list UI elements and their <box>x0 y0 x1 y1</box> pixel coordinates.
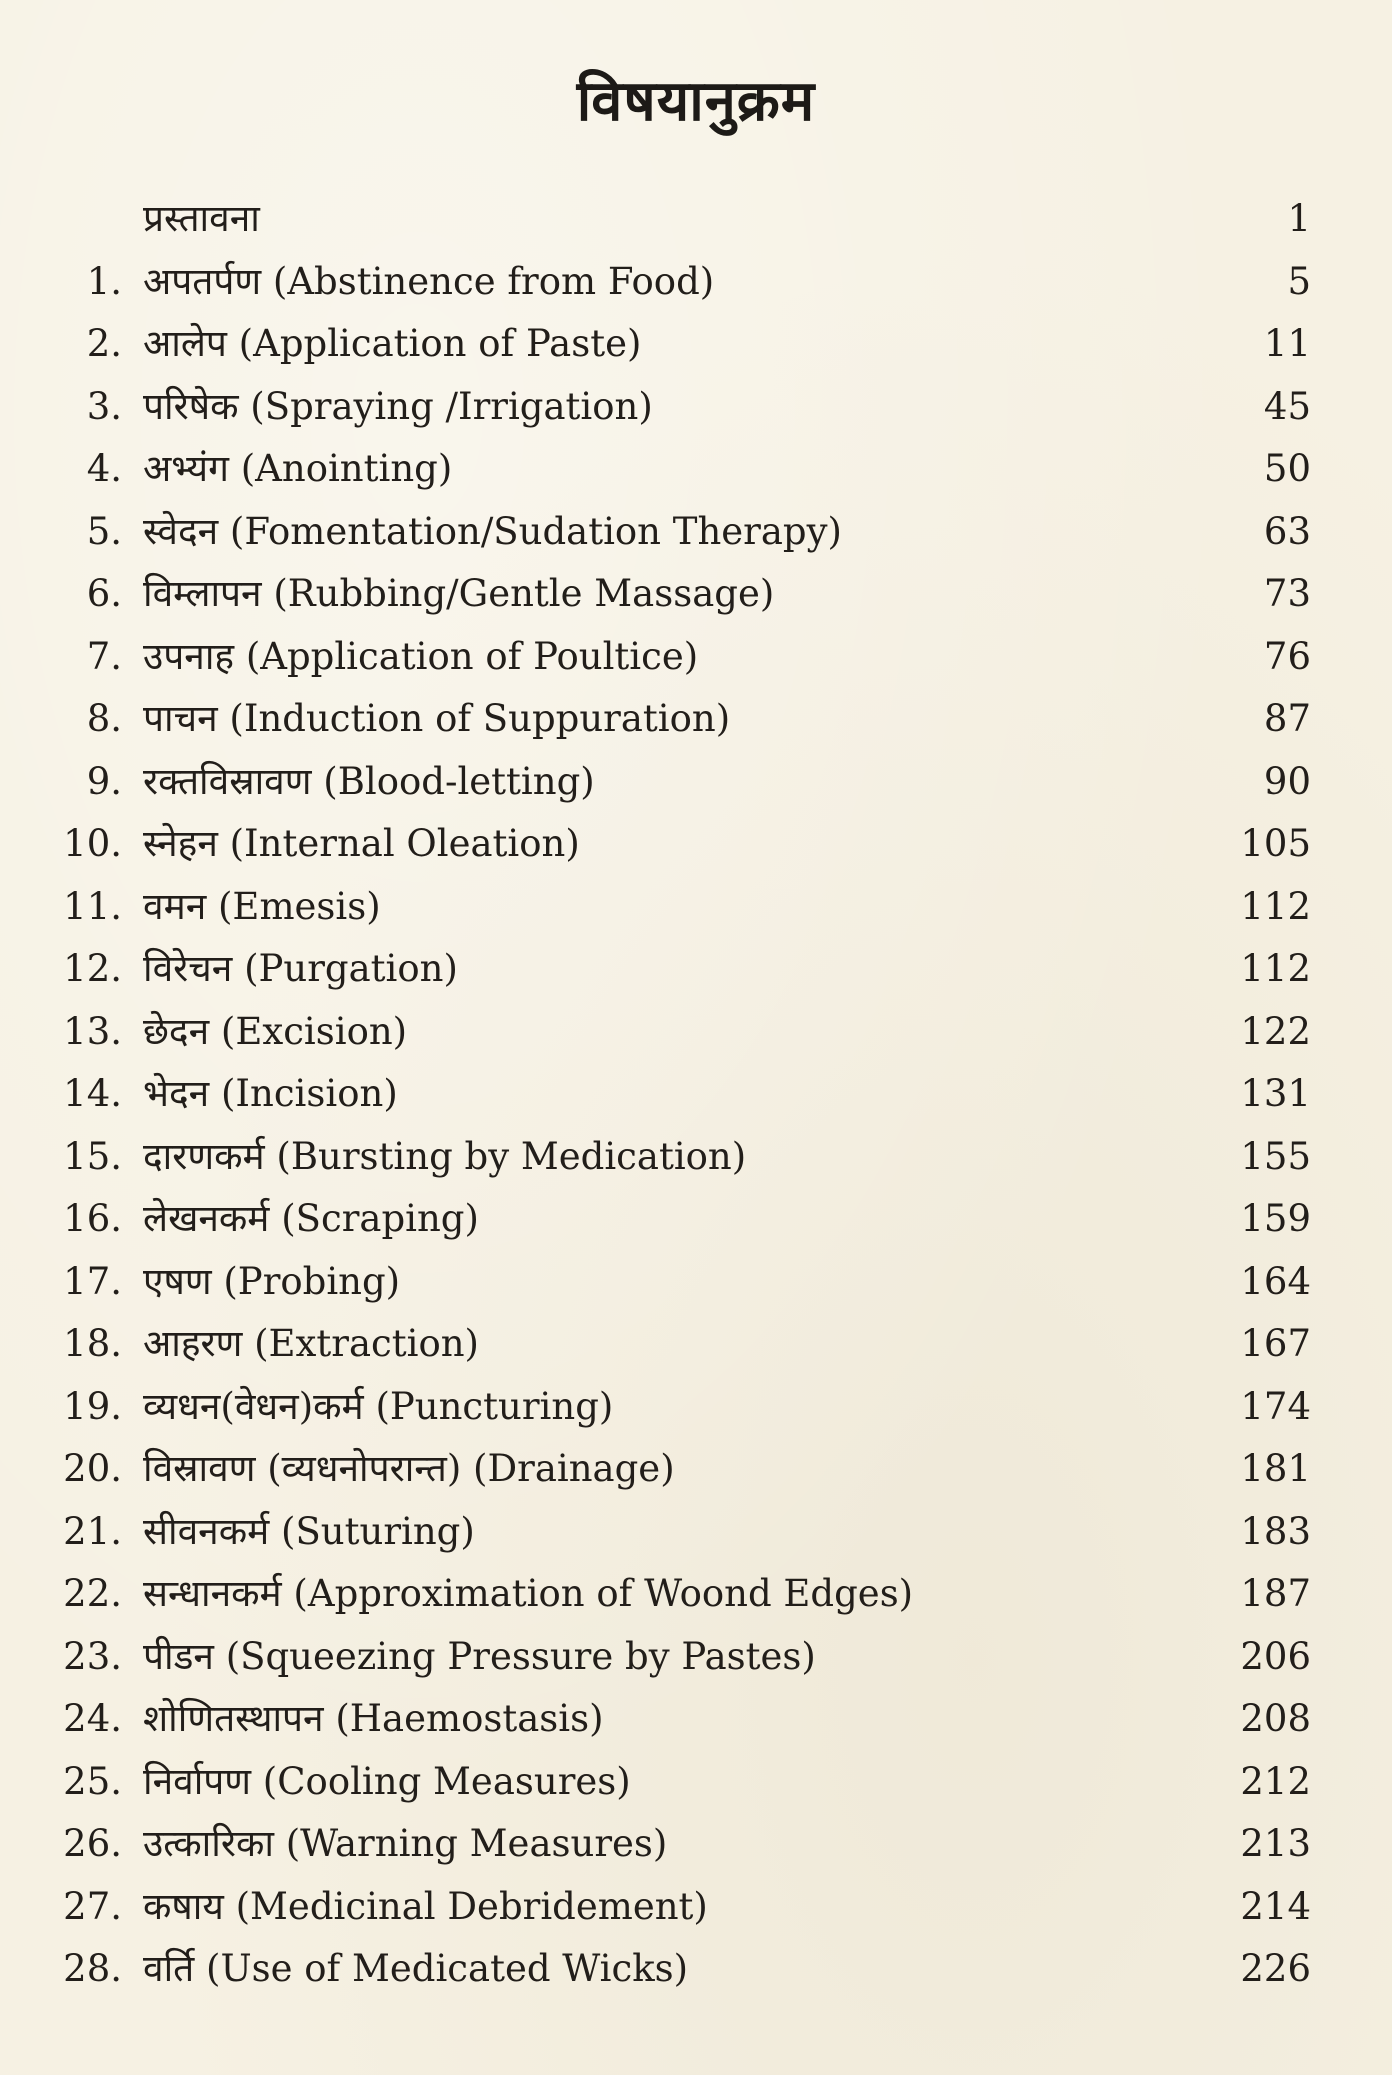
toc-entry-title: पाचन (Induction of Suppuration) <box>143 697 731 740</box>
toc-entry-page-number: 112 <box>1240 884 1311 928</box>
toc-entry-number: 20. <box>63 1447 122 1490</box>
toc-entry-title: परिषेक (Spraying /Irrigation) <box>143 384 653 428</box>
toc-entry-number: 17. <box>63 1259 122 1303</box>
toc-entry-title: विम्लापन (Rubbing/Gentle Massage) <box>143 572 775 615</box>
toc-entry <box>0 938 1392 1001</box>
toc-entry-number: 9. <box>86 759 122 803</box>
toc-entry-title: स्नेहन (Internal Oleation) <box>143 822 580 865</box>
toc-entry-number: 25. <box>63 1759 122 1803</box>
toc-entry-title: वर्ति (Use of Medicated Wicks) <box>143 1947 689 1990</box>
toc-entry-number: 6. <box>86 572 122 615</box>
toc-entry <box>0 188 1392 251</box>
toc-entry-number: 28. <box>63 1947 122 1990</box>
toc-entry-page-number: 1 <box>1287 197 1311 240</box>
toc-entry-page-number: 226 <box>1240 1947 1311 1990</box>
toc-entry-title: रक्तविस्रावण (Blood-letting) <box>143 759 595 803</box>
toc-entry <box>0 751 1392 814</box>
toc-entry-number: 7. <box>86 634 122 678</box>
toc-entry-page-number: 76 <box>1263 634 1311 678</box>
toc-entry-page-number: 122 <box>1240 1009 1311 1053</box>
toc-entry <box>0 1001 1392 1064</box>
toc-entry-number: 5. <box>86 509 122 553</box>
toc-entry-title: कषाय (Medicinal Debridement) <box>143 1884 708 1928</box>
toc-entry-number: 10. <box>63 822 122 865</box>
toc-entry <box>0 626 1392 689</box>
toc-entry-title: भेदन (Incision) <box>143 1072 398 1115</box>
toc-entry-title: वमन (Emesis) <box>143 884 381 928</box>
toc-entry-page-number: 167 <box>1240 1322 1311 1365</box>
toc-entry <box>0 1376 1392 1439</box>
toc-entry-number: 18. <box>63 1322 122 1365</box>
toc-entry-number: 3. <box>86 384 122 428</box>
toc-entry <box>0 1501 1392 1564</box>
toc-entry-title: छेदन (Excision) <box>143 1009 408 1053</box>
toc-entry-page-number: 174 <box>1240 1384 1311 1428</box>
toc-entry <box>0 1813 1392 1876</box>
toc-entry-title: आहरण (Extraction) <box>143 1322 479 1365</box>
toc-entry-title: विरेचन (Purgation) <box>143 947 458 990</box>
toc-entry-page-number: 5 <box>1287 259 1311 303</box>
toc-entry-page-number: 131 <box>1240 1072 1311 1115</box>
toc-entry-title: सीवनकर्म (Suturing) <box>143 1509 475 1553</box>
toc-entry <box>0 251 1392 314</box>
toc-entry-page-number: 112 <box>1240 947 1311 990</box>
toc-entry-title: अभ्यंग (Anointing) <box>143 447 453 490</box>
toc-entry-page-number: 181 <box>1240 1447 1311 1490</box>
toc-entry-number: 22. <box>63 1572 122 1615</box>
toc-entry-number: 26. <box>63 1822 122 1865</box>
toc-entry <box>0 563 1392 626</box>
toc-entry <box>0 1126 1392 1189</box>
toc-entry-page-number: 90 <box>1263 759 1311 803</box>
toc-entry-title: निर्वापण (Cooling Measures) <box>143 1759 631 1803</box>
toc-entry <box>0 1251 1392 1314</box>
toc-entry <box>0 1688 1392 1751</box>
toc-entry-title: उत्कारिका (Warning Measures) <box>143 1822 668 1865</box>
toc-entry-page-number: 159 <box>1240 1197 1311 1240</box>
toc-entry-page-number: 87 <box>1263 697 1311 740</box>
toc-entry-number: 1. <box>86 259 122 303</box>
toc-entry <box>0 1938 1392 2001</box>
toc-entry <box>0 876 1392 939</box>
toc-entry-page-number: 187 <box>1240 1572 1311 1615</box>
toc-entry-page-number: 183 <box>1240 1509 1311 1553</box>
toc-entry-page-number: 45 <box>1263 384 1311 428</box>
toc-entry-page-number: 105 <box>1240 822 1311 865</box>
toc-entry <box>0 313 1392 376</box>
toc-entry-title: स्वेदन (Fomentation/Sudation Therapy) <box>143 509 842 553</box>
toc-entry <box>0 1063 1392 1126</box>
toc-entry-title: उपनाह (Application of Poultice) <box>143 634 699 678</box>
toc-entry-title: प्रस्तावना <box>143 197 260 240</box>
toc-entry-page-number: 155 <box>1240 1134 1311 1178</box>
toc-entry-title: आलेप (Application of Paste) <box>143 322 642 365</box>
toc-entry-number: 19. <box>63 1384 122 1428</box>
toc-entry <box>0 1313 1392 1376</box>
toc-entry-title: अपतर्पण (Abstinence from Food) <box>143 259 715 303</box>
toc-entry <box>0 1188 1392 1251</box>
toc-entry-title: एषण (Probing) <box>143 1259 401 1303</box>
toc-entry-title: सन्धानकर्म (Approximation of Woond Edges) <box>143 1572 914 1615</box>
toc-entry-number: 8. <box>86 697 122 740</box>
toc-entry-number: 27. <box>63 1884 122 1928</box>
toc-entry-number: 12. <box>63 947 122 990</box>
toc-entry <box>0 1626 1392 1689</box>
toc-entry-number: 15. <box>63 1134 122 1178</box>
toc-entry-number: 2. <box>86 322 122 365</box>
toc-entry-number: 21. <box>63 1509 122 1553</box>
toc-entry-number: 13. <box>63 1009 122 1053</box>
toc-entry-page-number: 206 <box>1240 1634 1311 1678</box>
toc-entry-number: 14. <box>63 1072 122 1115</box>
toc-entry-page-number: 213 <box>1240 1822 1311 1865</box>
toc-entry-page-number: 73 <box>1263 572 1311 615</box>
toc-entry <box>0 1563 1392 1626</box>
toc-entry-title: विस्रावण (व्यधनोपरान्त) (Drainage) <box>143 1447 675 1490</box>
toc-entry <box>0 813 1392 876</box>
toc-entry <box>0 438 1392 501</box>
toc-entry-number: 11. <box>63 884 122 928</box>
table-of-contents <box>0 188 1392 2001</box>
toc-entry-page-number: 11 <box>1263 322 1311 365</box>
toc-entry <box>0 1876 1392 1939</box>
toc-entry-page-number: 212 <box>1240 1759 1311 1803</box>
toc-entry-number: 4. <box>86 447 122 490</box>
toc-entry <box>0 501 1392 564</box>
toc-entry-page-number: 208 <box>1240 1697 1311 1740</box>
toc-entry-page-number: 50 <box>1263 447 1311 490</box>
toc-entry-number: 24. <box>63 1697 122 1740</box>
toc-entry-title: लेखनकर्म (Scraping) <box>143 1197 479 1240</box>
toc-entry <box>0 1751 1392 1814</box>
toc-entry-title: दारणकर्म (Bursting by Medication) <box>143 1134 747 1178</box>
toc-entry-title: पीडन (Squeezing Pressure by Pastes) <box>143 1634 816 1678</box>
toc-entry-number: 16. <box>63 1197 122 1240</box>
toc-entry <box>0 376 1392 439</box>
toc-entry-title: व्यधन(वेधन)कर्म (Puncturing) <box>143 1384 614 1428</box>
toc-entry-page-number: 214 <box>1240 1884 1311 1928</box>
toc-entry-title: शोणितस्थापन (Haemostasis) <box>143 1697 604 1740</box>
toc-entry <box>0 688 1392 751</box>
toc-entry-page-number: 63 <box>1263 509 1311 553</box>
toc-entry-page-number: 164 <box>1240 1259 1311 1303</box>
toc-entry <box>0 1438 1392 1501</box>
page-title: विषयानुक्रम <box>576 69 816 134</box>
toc-entry-number: 23. <box>63 1634 122 1678</box>
